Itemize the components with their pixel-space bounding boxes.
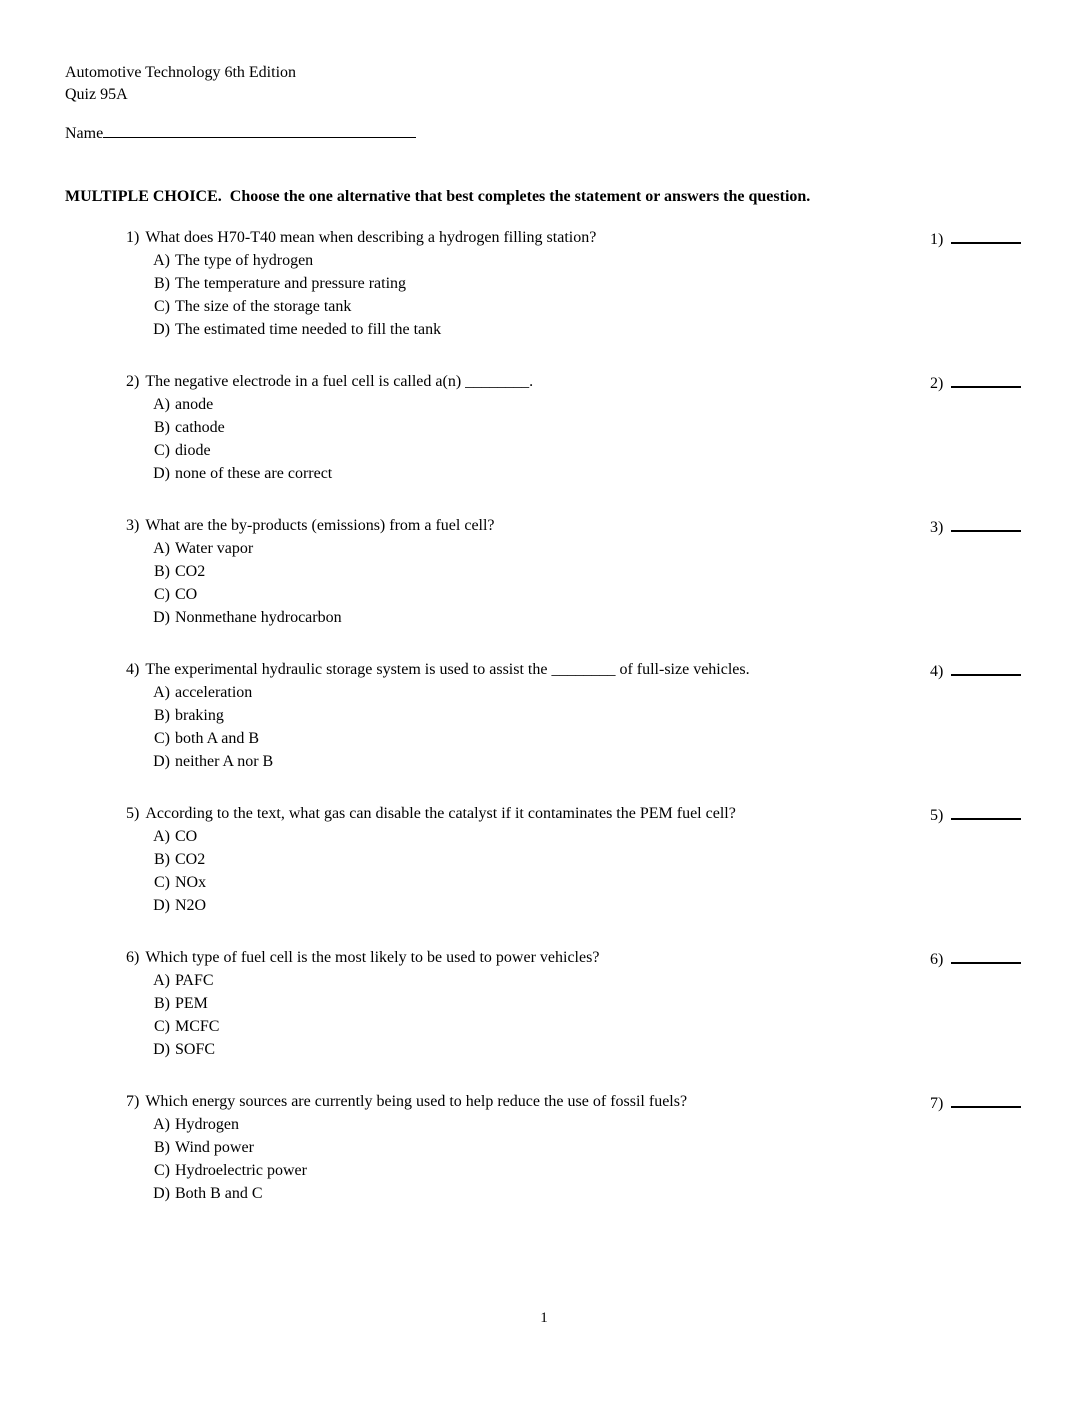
- option-text: none of these are correct: [175, 465, 333, 482]
- question-text: What does H70-T40 mean when describing a hydrogen filling station?: [145, 229, 597, 246]
- option-text: both A and B: [175, 730, 260, 747]
- answer-blank[interactable]: [951, 658, 1021, 676]
- option-text: SOFC: [175, 1041, 216, 1058]
- option-row: [148, 848, 1088, 871]
- option-letter: B): [154, 563, 170, 580]
- name-label: Name: [65, 125, 104, 142]
- option-text: Wind power: [175, 1139, 254, 1156]
- option-text: Water vapor: [175, 540, 254, 557]
- answer-area: [930, 370, 1021, 395]
- answer-number: 1): [930, 231, 944, 248]
- option-letter: B): [154, 275, 170, 292]
- question-number: 6): [126, 949, 140, 966]
- option-text: CO: [175, 828, 198, 845]
- option-text: CO2: [175, 851, 206, 868]
- name-field[interactable]: [103, 120, 416, 138]
- option-text: Nonmethane hydrocarbon: [175, 609, 342, 626]
- question-line: [0, 370, 1088, 393]
- name-row: [65, 120, 416, 145]
- question-line: [0, 946, 1088, 969]
- option-row: [148, 439, 1088, 462]
- answer-area: [930, 658, 1021, 683]
- questions-list: [0, 226, 1088, 1234]
- option-row: [148, 583, 1088, 606]
- option-row: [148, 750, 1088, 773]
- quiz-title: Quiz 95A: [65, 86, 128, 103]
- option-text: neither A nor B: [175, 753, 274, 770]
- answer-number: 7): [930, 1095, 944, 1112]
- options-list: [0, 393, 1088, 485]
- option-letter: C): [154, 874, 170, 891]
- option-row: [148, 560, 1088, 583]
- option-text: PAFC: [175, 972, 214, 989]
- answer-area: [930, 1090, 1021, 1115]
- question-block: [0, 802, 1088, 917]
- option-row: [148, 249, 1088, 272]
- answer-blank[interactable]: [951, 226, 1021, 244]
- option-letter: B): [154, 419, 170, 436]
- option-row: [148, 416, 1088, 439]
- option-letter: D): [153, 1041, 170, 1058]
- question-text: What are the by-products (emissions) from a fuel cell?: [145, 517, 495, 534]
- question-number: 5): [126, 805, 140, 822]
- option-row: [148, 704, 1088, 727]
- option-text: Both B and C: [175, 1185, 263, 1202]
- option-row: [148, 393, 1088, 416]
- option-letter: C): [154, 730, 170, 747]
- option-text: The size of the storage tank: [175, 298, 352, 315]
- option-row: [148, 727, 1088, 750]
- question-line: [0, 226, 1088, 249]
- question-block: [0, 514, 1088, 629]
- option-text: The temperature and pressure rating: [175, 275, 407, 292]
- option-letter: D): [153, 1185, 170, 1202]
- question-number: 1): [126, 229, 140, 246]
- option-letter: C): [154, 1018, 170, 1035]
- option-letter: B): [154, 707, 170, 724]
- option-letter: D): [153, 753, 170, 770]
- option-row: [148, 1182, 1088, 1205]
- option-text: PEM: [175, 995, 208, 1012]
- question-line: [0, 1090, 1088, 1113]
- option-letter: A): [153, 540, 170, 557]
- question-block: [0, 1090, 1088, 1205]
- option-row: [148, 1015, 1088, 1038]
- option-row: [148, 825, 1088, 848]
- option-letter: B): [154, 851, 170, 868]
- option-text: CO2: [175, 563, 206, 580]
- options-list: [0, 825, 1088, 917]
- option-row: [148, 295, 1088, 318]
- answer-blank[interactable]: [951, 802, 1021, 820]
- option-letter: B): [154, 995, 170, 1012]
- answer-number: 6): [930, 951, 944, 968]
- question-line: [0, 802, 1088, 825]
- question-block: [0, 946, 1088, 1061]
- option-row: [148, 606, 1088, 629]
- answer-area: [930, 946, 1021, 971]
- option-letter: D): [153, 465, 170, 482]
- question-block: [0, 370, 1088, 485]
- option-letter: C): [154, 1162, 170, 1179]
- option-row: [148, 992, 1088, 1015]
- page-number: 1: [540, 1310, 548, 1326]
- instructions-heading: MULTIPLE CHOICE. Choose the one alternative that best completes the statement or answers the question.: [65, 188, 811, 205]
- option-letter: D): [153, 321, 170, 338]
- option-row: [148, 1136, 1088, 1159]
- option-row: [148, 894, 1088, 917]
- document-header: [65, 62, 296, 106]
- option-text: acceleration: [175, 684, 253, 701]
- question-block: [0, 226, 1088, 341]
- option-letter: C): [154, 298, 170, 315]
- option-letter: A): [153, 972, 170, 989]
- question-line: [0, 514, 1088, 537]
- option-row: [148, 537, 1088, 560]
- option-row: [148, 681, 1088, 704]
- option-letter: A): [153, 252, 170, 269]
- option-row: [148, 969, 1088, 992]
- option-letter: C): [154, 442, 170, 459]
- option-row: [148, 318, 1088, 341]
- option-letter: A): [153, 396, 170, 413]
- answer-area: [930, 802, 1021, 827]
- option-text: Hydroelectric power: [175, 1162, 307, 1179]
- option-row: [148, 1113, 1088, 1136]
- option-letter: A): [153, 828, 170, 845]
- option-text: diode: [175, 442, 211, 459]
- answer-blank[interactable]: [951, 370, 1021, 388]
- option-text: N2O: [175, 897, 207, 914]
- answer-blank[interactable]: [951, 1090, 1021, 1108]
- options-list: [0, 1113, 1088, 1205]
- option-text: MCFC: [175, 1018, 220, 1035]
- answer-area: [930, 514, 1021, 539]
- answer-number: 3): [930, 519, 944, 536]
- option-letter: D): [153, 609, 170, 626]
- option-row: [148, 462, 1088, 485]
- answer-number: 5): [930, 807, 944, 824]
- options-list: [0, 537, 1088, 629]
- option-text: cathode: [175, 419, 225, 436]
- answer-blank[interactable]: [951, 946, 1021, 964]
- option-text: The estimated time needed to fill the tank: [175, 321, 442, 338]
- option-row: [148, 272, 1088, 295]
- option-letter: C): [154, 586, 170, 603]
- option-text: NOx: [175, 874, 207, 891]
- option-letter: A): [153, 684, 170, 701]
- question-number: 4): [126, 661, 140, 678]
- option-text: Hydrogen: [175, 1116, 239, 1133]
- option-row: [148, 871, 1088, 894]
- answer-number: 2): [930, 375, 944, 392]
- answer-number: 4): [930, 663, 944, 680]
- option-text: CO: [175, 586, 198, 603]
- answer-blank[interactable]: [951, 514, 1021, 532]
- question-number: 2): [126, 373, 140, 390]
- question-text: Which type of fuel cell is the most likely to be used to power vehicles?: [145, 949, 600, 966]
- option-letter: B): [154, 1139, 170, 1156]
- question-text: The negative electrode in a fuel cell is called a(n) ________.: [145, 373, 534, 390]
- question-text: The experimental hydraulic storage system is used to assist the ________ of full-size vehicles.: [145, 661, 750, 678]
- option-row: [148, 1159, 1088, 1182]
- options-list: [0, 969, 1088, 1061]
- option-text: anode: [175, 396, 214, 413]
- options-list: [0, 681, 1088, 773]
- option-letter: A): [153, 1116, 170, 1133]
- question-line: [0, 658, 1088, 681]
- option-row: [148, 1038, 1088, 1061]
- course-title: Automotive Technology 6th Edition: [65, 64, 297, 81]
- question-number: 7): [126, 1093, 140, 1110]
- option-letter: D): [153, 897, 170, 914]
- question-text: According to the text, what gas can disable the catalyst if it contaminates the PEM fuel cell?: [145, 805, 736, 822]
- option-text: braking: [175, 707, 224, 724]
- question-text: Which energy sources are currently being used to help reduce the use of fossil fuels?: [145, 1093, 688, 1110]
- option-text: The type of hydrogen: [175, 252, 314, 269]
- answer-area: [930, 226, 1021, 251]
- question-block: [0, 658, 1088, 773]
- options-list: [0, 249, 1088, 341]
- question-number: 3): [126, 517, 140, 534]
